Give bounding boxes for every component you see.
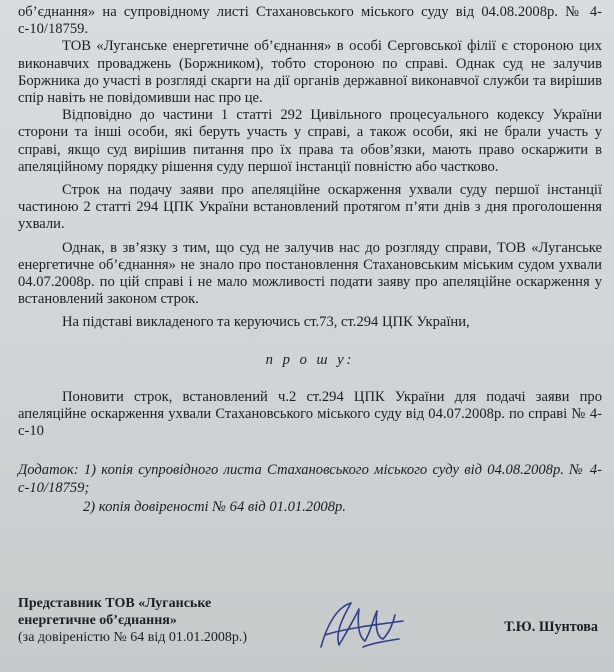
role-line-2: енергетичне об’єднання» xyxy=(18,613,177,628)
handwritten-signature xyxy=(313,595,408,660)
request-heading: п р о ш у: xyxy=(265,351,355,368)
paragraph-reason: Однак, в зв’язку з тим, що суд не залучив нас до розгляду справи, ТОВ «Луганське енергетичне об’єднання» не знало про постановлення Стахановським міським судом ухвали 04.07.2008р. по цій справі і не мало можливості подати заяву про апеляційне оскарження у встановлений законом строк. xyxy=(18,239,602,308)
signature-block xyxy=(18,595,598,665)
role-line-1: Представник ТОВ «Луганське xyxy=(18,596,212,611)
paragraph-party: ТОВ «Луганське енергетичне об’єднання» в особі Серговської філії є стороною цих виконавчих проваджень (Боржником), тобто стороною по справі. Однак суд не залучив Боржника до участі в розгляді скарги на дії органів державної виконавчої служби та вирішив спір навіть не повідомивши нас про це. xyxy=(18,38,602,107)
paragraph-continuation: об’єднання» на супровідному листі Стахановського міського суду від 04.08.2008р. № 4-с-10/18759. xyxy=(18,4,602,38)
paragraph-law-basis: Відповідно до частини 1 статті 292 Цивільного процесуального кодексу України сторони та інші особи, які беруть участь у справі, а також особи, які не брали участь у справі, якщо суд вирішив питання про їх права та обов’язки, мають право оскаржити в апеляційному порядку рішення суду першої інстанції повністю або частково. xyxy=(18,107,602,175)
authority-line: (за довіреністю № 64 від 01.01.2008р.) xyxy=(18,630,248,645)
attachment-2: 2) копія довіреності № 64 від 01.01.2008р. xyxy=(83,498,346,515)
paragraph-request: Поновити строк, встановлений ч.2 ст.294 ЦПК України для подачі заяви про апеляційне оскарження ухвали Стахановського міського суду від 04.07.2008р. по справі № 4-с-10 xyxy=(18,388,602,440)
signatory-role xyxy=(18,595,318,646)
paragraph-deadline: Строк на подачу заяви про апеляційне оскарження ухвали суду першої інстанції частиною 2 статті 294 ЦПК України встановлений протягом п’яти днів з дня проголошення ухвали. xyxy=(18,182,602,233)
paragraph-grounds: На підставі викладеного та керуючись ст.73, ст.294 ЦПК України, xyxy=(62,314,470,331)
attachment-1: Додаток: 1) копія супровідного листа Стахановського міського суду від 04.08.2008р. № 4-с-10/18759; xyxy=(18,462,602,496)
signatory-name: Т.Ю. Шунтова xyxy=(504,619,598,635)
